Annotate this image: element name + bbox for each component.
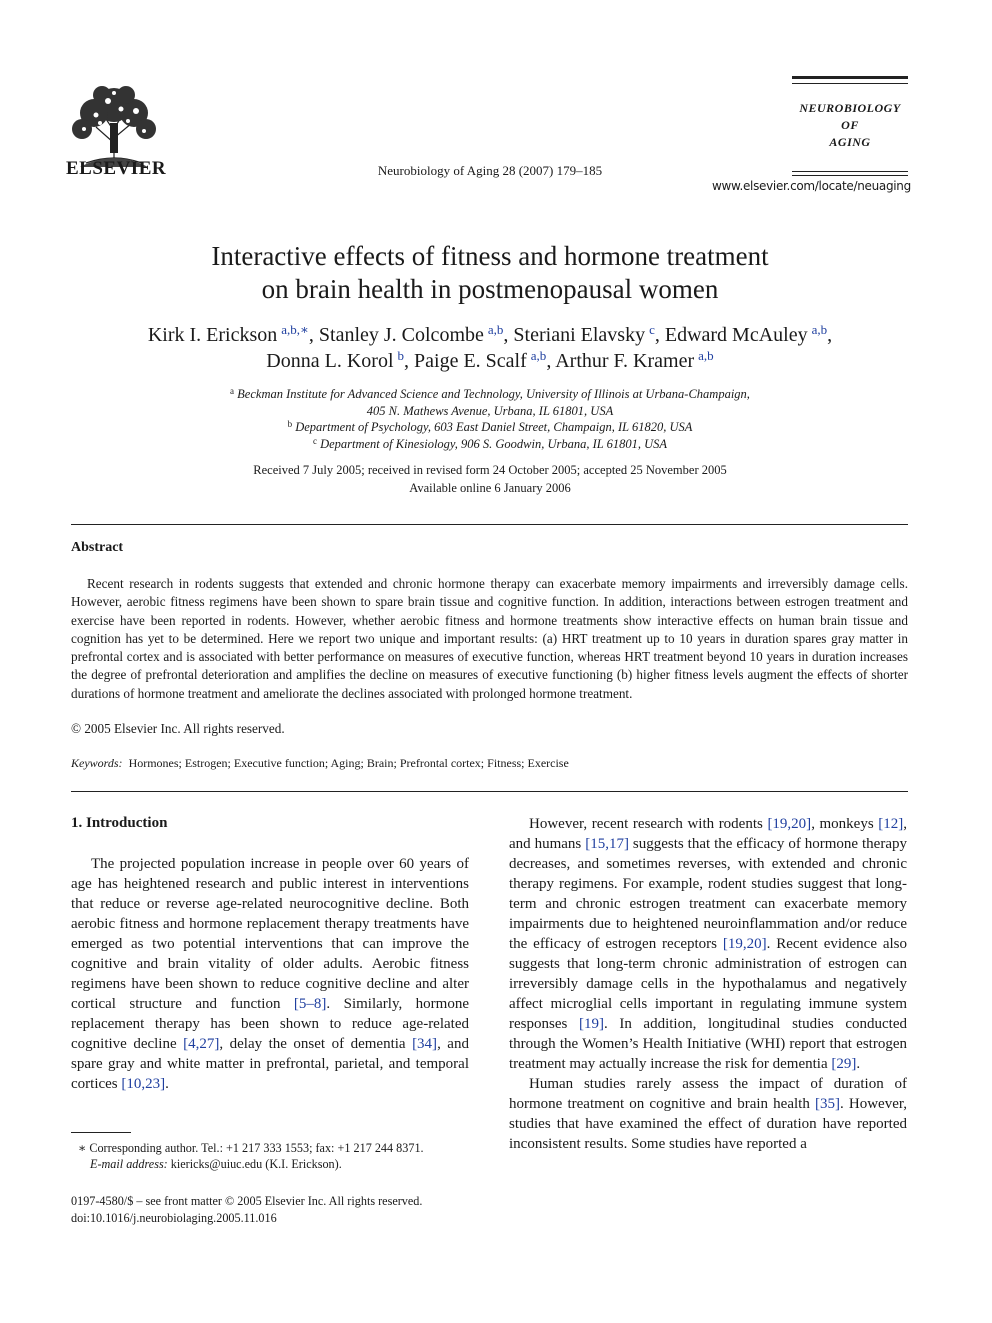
header-rule — [792, 83, 908, 84]
paragraph — [509, 1074, 907, 1154]
text-run: . Similarly, hormone replacement therapy has been shown to reduce age-related cognitive decline — [71, 996, 469, 1052]
author-list: Kirk I. Erickson $^{a,b,∗}$, Stanley J. Colcombe $^{a,b}$, Steriani Elavsky $^c$, Edward McAuley $^{a,b}$, Donna L. Korol $^b$, Paige E. Scalf $^{a,b}$, Arthur F. Kramer $^{a,b}$ — [147, 322, 833, 372]
citation-link[interactable]: [19,20] — [722, 936, 767, 952]
citation-link[interactable]: [19,20] — [767, 816, 812, 832]
journal-reference: Neurobiology of Aging 28 (2007) 179–185 — [377, 163, 603, 178]
paragraph — [71, 854, 469, 1094]
text-run: suggests that the efficacy of hormone therapy decreases, and sometimes reverses, with extended and chronic therapy regimens. For example, rodent studies suggest that long-term and chronic estrogen treatment can exacerbate memory impairments due to heightened neuroinflammation and/or reduce the efficacy of estrogen receptors — [509, 836, 907, 952]
right-column — [509, 814, 907, 1154]
affiliation: $^b$ Department of Psychology, 603 East Daniel Street, Champaign, IL 61820, USA — [287, 419, 693, 434]
text-run: . However, studies that have examined the effect of duration have reported inconsistent results. Some studies have reported a — [509, 1096, 908, 1152]
text-run: , and spare gray and white matter in prefrontal, parietal, and temporal cortices — [71, 1036, 469, 1092]
author-name: Paige E. Scalf — [414, 350, 527, 372]
text-run: The projected population increase in people over 60 years of age has heightened research and public interest in interventions that reduce or reverse age-related neurocognitive decline. Both aerobic fitness and hormone replacement therapy treatments have emerged as two potential interventions that can improve the cognitive and brain vitality of older adults. Aerobic fitness regimens have been shown to reduce cognitive decline and alter cortical structure and function — [71, 856, 469, 1012]
citation-link[interactable]: [12] — [878, 816, 904, 832]
available-online-date: Available online 6 January 2006 — [409, 480, 571, 495]
citation-link[interactable]: [19] — [578, 1016, 604, 1032]
affiliation: $^a$ Beckman Institute for Advanced Science and Technology, University of Illinois at Urbana-Champaign, — [230, 386, 750, 401]
author-affiliation-link[interactable]: a,b — [487, 322, 504, 337]
text-run: . — [856, 1056, 861, 1072]
issn-line: 0197-4580/$ – see front matter © 2005 Elsevier Inc. All rights reserved. — [71, 1194, 423, 1208]
divider — [71, 524, 908, 525]
abstract-heading: Abstract — [71, 540, 124, 555]
author-name: Kirk I. Erickson — [147, 324, 278, 346]
abstract-text: Recent research in rodents suggests that extended and chronic hormone therapy can exacerbate memory impairments and irreversibly damage cells. However, aerobic fitness regimens have been shown to spare brain tissue and cognitive function. In addition, interactions between estrogen treatment and exercise have been reported in rodents. However, whether aerobic fitness and hormone treatments show interactive effects on human brain tissue and cognition has yet to be determined. Here we report two unique and important results: (a) HRT treatment up to 10 years in duration spares gray matter in prefrontal cortex and is associated with better performance on measures of executive function, whereas HRT treatment beyond 10 years in duration increases the degree of prefrontal deterioration and amplifies the decline on measures of executive functioning (b) higher fitness levels augment the effects of shorter durations of hormone treatment and ameliorate the declines associated with prolonged hormone treatment. — [71, 576, 908, 701]
text-run: However, recent research with rodents — [529, 816, 768, 832]
header-rule — [792, 76, 908, 79]
keywords — [71, 756, 569, 771]
article-dates — [140, 462, 840, 497]
paragraph — [509, 814, 907, 1074]
keywords-label: Keywords: — [71, 756, 123, 770]
author-name: Stanley J. Colcombe — [318, 324, 484, 346]
author-affiliation-link[interactable]: c — [649, 322, 655, 337]
email-note — [90, 1156, 342, 1173]
citation-link[interactable]: [10,23] — [121, 1076, 166, 1092]
text-run: , monkeys — [811, 816, 879, 832]
footnote-rule — [71, 1132, 131, 1133]
journal-title — [792, 100, 908, 151]
text-run: . Recent evidence also suggests that long-term chronic administration of estrogen can irreversibly damage cells in the hypothalamus and negatively affect microglial cells important in regulating immune system responses — [509, 936, 908, 1032]
journal-url-link[interactable]: www.elsevier.com/locate/neuaging — [712, 179, 911, 193]
doi-link[interactable]: doi:10.1016/j.neurobiolaging.2005.11.016 — [71, 1211, 277, 1225]
article-title — [100, 240, 880, 306]
divider — [71, 791, 908, 792]
header-rule — [792, 175, 908, 176]
author-name: Edward McAuley — [664, 324, 808, 346]
publisher-wordmark: ELSEVIER — [66, 158, 167, 179]
title-line: Interactive effects of fitness and hormone treatment — [211, 241, 769, 271]
author-name: Steriani Elavsky — [513, 324, 646, 346]
citation-link[interactable]: [29] — [831, 1056, 857, 1072]
corresponding-author-note: ∗ Corresponding author. Tel.: +1 217 333 1553; fax: +1 217 244 8371. — [78, 1141, 424, 1155]
journal-title-line: AGING — [829, 135, 871, 149]
title-line: on brain health in postmenopausal women — [261, 274, 719, 304]
author-name: Arthur F. Kramer — [555, 350, 695, 372]
text-run: , and humans — [509, 816, 908, 852]
citation-link[interactable]: [34] — [412, 1036, 438, 1052]
citation-link[interactable]: [15,17] — [585, 836, 629, 852]
citation-link[interactable]: [35] — [814, 1096, 840, 1112]
keywords-list: Hormones; Estrogen; Executive function; Aging; Brain; Prefrontal cortex; Fitness; Exercise — [128, 756, 569, 770]
left-column — [71, 854, 469, 1094]
text-run: Human studies rarely assess the impact of duration of hormone treatment on cognitive and brain health — [509, 1076, 907, 1112]
author-affiliation-link[interactable]: a,b — [530, 348, 547, 363]
author-affiliation-link[interactable]: a,b — [698, 348, 714, 363]
text-run: , delay the onset of dementia — [219, 1036, 413, 1052]
author-affiliation-link[interactable]: a,b,∗ — [281, 322, 309, 337]
text-run: . — [165, 1076, 169, 1092]
received-dates: Received 7 July 2005; received in revised form 24 October 2005; accepted 25 November 2005 — [253, 463, 727, 477]
author-affiliation-link[interactable]: b — [397, 348, 405, 363]
citation-link[interactable]: [4,27] — [183, 1036, 220, 1052]
affiliations — [140, 386, 840, 452]
header-rule — [792, 171, 908, 172]
section-heading: 1. Introduction — [71, 815, 168, 831]
email-address-link[interactable]: kiericks@uiuc.edu (K.I. Erickson). — [167, 1157, 342, 1171]
journal-title-line: OF — [841, 118, 859, 132]
affiliation: 405 N. Mathews Avenue, Urbana, IL 61801, USA — [366, 403, 614, 418]
email-label: E-mail address: — [90, 1157, 168, 1171]
citation-link[interactable]: [5–8] — [293, 996, 327, 1012]
affiliation: $^c$ Department of Kinesiology, 906 S. Goodwin, Urbana, IL 61801, USA — [312, 435, 668, 451]
author-affiliation-link[interactable]: a,b — [811, 322, 828, 337]
abstract-copyright: © 2005 Elsevier Inc. All rights reserved. — [71, 721, 285, 736]
text-run: . In addition, longitudinal studies conducted through the Women’s Health Initiative (WHI) report that estrogen treatment may actually increase the risk for dementia — [509, 1016, 907, 1072]
author-name: Donna L. Korol — [266, 350, 394, 372]
journal-title-line: NEUROBIOLOGY — [799, 101, 901, 115]
